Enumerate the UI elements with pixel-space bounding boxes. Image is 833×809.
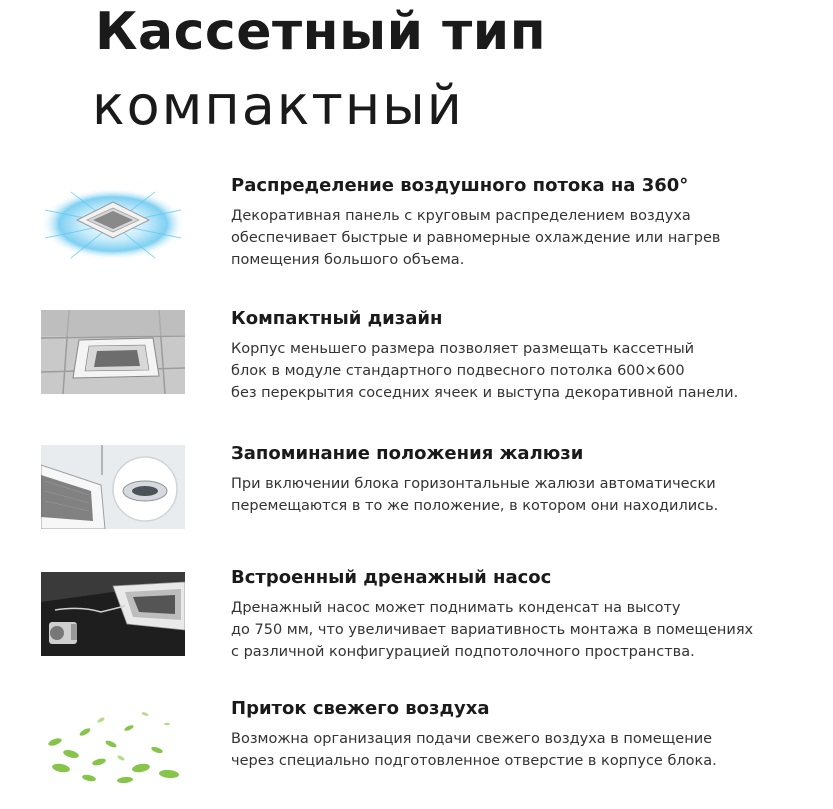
- ceiling-unit-image: [41, 310, 185, 394]
- feature-description: При включении блока горизонтальные жалюзи автоматически перемещаются в то же положение, в котором они находились.: [231, 476, 719, 514]
- feature-description: Возможна организация подачи свежего воздуха в помещение через специально подготовленное отверстие в корпусе блока.: [231, 731, 717, 769]
- feature-description: Декоративная панель с круговым распределением воздуха обеспечивает быстрые и равномерные охлаждение или нагрев помещения большого объема.: [231, 208, 721, 268]
- feature-heading: Распределение воздушного потока на 360°: [231, 175, 689, 196]
- page-subtitle: компактный: [92, 74, 464, 137]
- airflow-360-image: [41, 180, 185, 264]
- feature-heading: Приток свежего воздуха: [231, 698, 490, 719]
- feature-heading: Встроенный дренажный насос: [231, 567, 552, 588]
- feature-heading: Компактный дизайн: [231, 308, 443, 329]
- fresh-air-leaves-image: [41, 702, 185, 786]
- page-title: Кассетный тип: [95, 2, 547, 62]
- feature-description: Корпус меньшего размера позволяет размещать кассетный блок в модуле стандартного подвесного потолка 600×600 без перекрытия соседних ячеек и выступа декоративной панели.: [231, 341, 739, 401]
- drain-pump-image: [41, 572, 185, 656]
- louver-image: [41, 445, 185, 529]
- feature-heading: Запоминание положения жалюзи: [231, 443, 584, 464]
- feature-description: Дренажный насос может поднимать конденсат на высоту до 750 мм, что увеличивает вариативность монтажа в помещениях с различной конфигурацией подпотолочного пространства.: [231, 600, 754, 660]
